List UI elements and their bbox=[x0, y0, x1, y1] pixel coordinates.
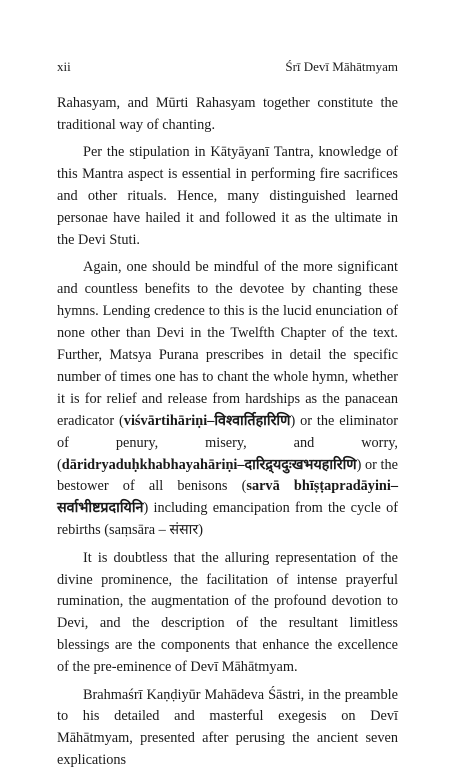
text-run: Per the stipulation in Kātyāyanī Tantra, knowledge of this Mantra aspect is essential in performing fire sacrifices and other rituals. Hence, many distinguished learned personae have hailed it and followed it as the ultimate in the Devi Stuti. bbox=[57, 144, 398, 248]
paragraph-4 bbox=[57, 548, 398, 679]
book-page bbox=[57, 58, 398, 778]
text-run: ) or the bestower of all benisons ( bbox=[57, 456, 398, 495]
text-run: Brahmaśrī Kaṇḍiyūr Mahādeva Śāstri, in the preamble to his detailed and masterful exegesis on Devī Māhātmyam, presented after perusing the ancient seven explications bbox=[57, 686, 398, 769]
text-run: ) including emancipation from the cycle of rebirths (saṃsāra – संसार) bbox=[57, 500, 398, 539]
text-run: Again, one should be mindful of the more significant and countless benefits to the devotee by chanting these hymns. Lending credence to this is the lucid enunciation of none other than Devi in the Twelfth Chapter of the text. Further, Matsya Purana prescribes in detail the specific number of times one has to chant the whole hymn, whether it is for relief and release from hardships as the panacean eradicator ( bbox=[57, 259, 398, 429]
page-number: xii bbox=[57, 59, 71, 74]
sanskrit-term-sarvabhistapradayini: sarvā bhīṣṭapradāyini–सर्वाभीष्टप्रदायिनि bbox=[57, 478, 399, 517]
body-text bbox=[57, 93, 398, 772]
sanskrit-term-visvartiharini: viśvārtihāriṇi–विश्वार्तिहारिणि bbox=[123, 412, 291, 429]
running-head bbox=[57, 58, 398, 76]
paragraph-1 bbox=[57, 93, 398, 137]
paragraph-2 bbox=[57, 142, 398, 252]
text-run: Rahasyam, and Mūrti Rahasyam together constitute the traditional way of chanting. bbox=[57, 95, 398, 133]
paragraph-5 bbox=[57, 685, 398, 773]
text-run: ) or the eliminator of penury, misery, and worry, ( bbox=[57, 412, 399, 473]
text-run: It is doubtless that the alluring representation of the divine prominence, the facilitation of intense prayerful rumination, the augmentation of the profound devotion to Devi, and the description of the resultant limitless blessings are the components that enhance the excellence of the pre-eminence of Devī Māhātmyam. bbox=[57, 549, 398, 676]
book-title: Śrī Devī Māhātmyam bbox=[285, 59, 398, 74]
paragraph-3 bbox=[57, 257, 398, 542]
sanskrit-term-daridryaduhkhabhayaharini: dāridryaduḥkhabhayahāriṇi–दारिद्र्यदुःखभयहारिणि bbox=[61, 456, 357, 473]
